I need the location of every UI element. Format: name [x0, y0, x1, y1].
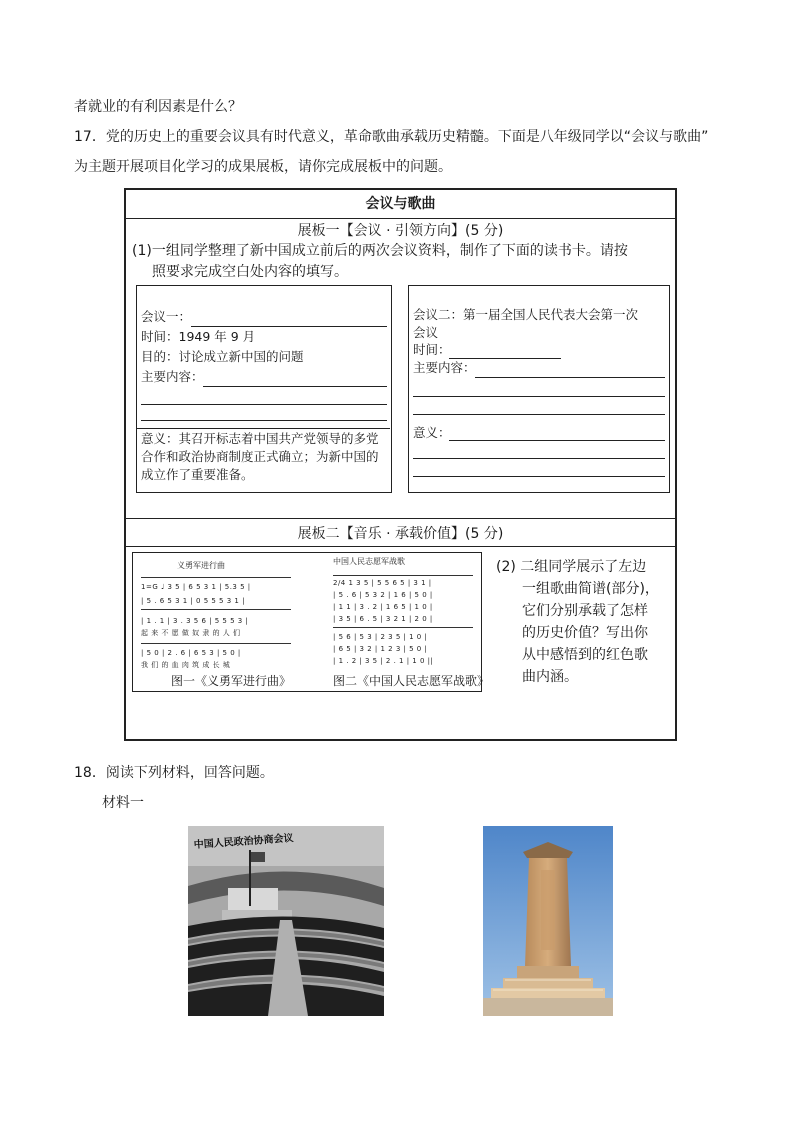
- panel-divider: [126, 518, 675, 519]
- card1-purpose: 目的：讨论成立新中国的问题: [141, 349, 304, 364]
- card1-meeting-blank[interactable]: [191, 326, 387, 327]
- panel1-task-line1: (1)一组同学整理了新中国成立前后的两次会议资料，制作了下面的读书卡。请按: [132, 243, 628, 259]
- card1-time: 时间：1949 年 9 月: [141, 329, 256, 344]
- score2-staff-1: [333, 575, 473, 576]
- cppcc-meeting-photo: [188, 826, 384, 1016]
- score1-title: 义勇军进行曲: [177, 561, 225, 570]
- card1-content-blank-1[interactable]: [203, 386, 387, 387]
- card2-content-blank-2[interactable]: [413, 396, 665, 397]
- card1-significance-3: 成立作了重要准备。: [141, 467, 254, 482]
- score1-staff-1: [141, 577, 291, 578]
- card2-significance-blank-2[interactable]: [413, 458, 665, 459]
- card2-meeting-1: 会议二：第一届全国人民代表大会第一次: [413, 307, 639, 322]
- score2-title: 中国人民志愿军战歌: [333, 557, 405, 566]
- score1-notes-3: | 1 . 1 | 3 . 3 5 6 | 5 5 5 3 |: [141, 617, 249, 625]
- panel2-question-1: (2) 二组同学展示了左边: [496, 559, 647, 575]
- score1-notes-1: 1=G ♩ 3 5 | 6 5 3 1 | 5.3 5 |: [141, 583, 251, 591]
- heroes-monument-photo: [483, 826, 613, 1016]
- score1-staff-2: [141, 609, 291, 610]
- card2-content-blank-1[interactable]: [475, 377, 665, 378]
- score1-notes-5: | 5 0 | 2 . 6 | 6 5 3 | 5 0 |: [141, 649, 241, 657]
- card2-significance: 意义：: [413, 425, 451, 440]
- card1-content: 主要内容：: [141, 369, 204, 384]
- score2-notes-5: | 5 6 | 5 3 | 2 3 5 | 1 0 |: [333, 633, 428, 641]
- q18-line: 18．阅读下列材料，回答问题。: [74, 765, 274, 781]
- score2-notes-4: | 3 5 | 6 . 5 | 3 2 1 | 2 0 |: [333, 615, 433, 623]
- card2-time: 时间：: [413, 342, 451, 357]
- card1-content-blank-2[interactable]: [141, 404, 387, 405]
- q17-line1: 17．党的历史上的重要会议具有时代意义，革命歌曲承载历史精髓。下面是八年级同学以“会议与歌曲”: [74, 129, 709, 145]
- score1-caption: 图一《义勇军进行曲》: [171, 674, 292, 688]
- score1-notes-4: 起 来 不 愿 做 奴 隶 的 人 们: [141, 629, 241, 637]
- panel2-question-3: 它们分别承载了怎样: [522, 603, 648, 619]
- board-title: 会议与歌曲: [126, 190, 675, 219]
- score2-caption: 图二《中国人民志愿军战歌》: [333, 674, 490, 688]
- panel2-title: 展板二【音乐 · 承载价值】(5 分): [297, 526, 504, 542]
- score2-notes-3: | 1 1 | 3 . 2 | 1 6 5 | 1 0 |: [333, 603, 433, 611]
- score2-notes-2: | 5 . 6 | 5 3 2 | 1 6 | 5 0 |: [333, 591, 433, 599]
- reading-card-1: [136, 285, 392, 493]
- score1-notes-6: 我 们 的 血 肉 筑 成 长 城: [141, 661, 231, 669]
- reading-card-2: [408, 285, 670, 493]
- card2-significance-blank-1[interactable]: [449, 440, 665, 441]
- card2-content: 主要内容：: [413, 360, 476, 375]
- card1-content-blank-3[interactable]: [141, 420, 387, 421]
- score2-notes-1: 2/4 1 3 5 | 5 5 6 5 | 3 1 |: [333, 579, 432, 587]
- score2-staff-2: [333, 627, 473, 628]
- score2-notes-6: | 6 5 | 3 2 | 1 2 3 | 5 0 |: [333, 645, 428, 653]
- panel2-question-6: 曲内涵。: [522, 669, 578, 685]
- q17-line2: 为主题开展项目化学习的成果展板，请你完成展板中的问题。: [74, 159, 452, 175]
- music-scores-image: [132, 552, 490, 692]
- card1-meeting: 会议一：: [141, 309, 192, 324]
- card2-content-blank-3[interactable]: [413, 414, 665, 415]
- panel2-question-2: 一组歌曲简谱(部分)，: [522, 581, 659, 597]
- card1-significance-2: 合作和政治协商制度正式确立；为新中国的: [141, 449, 379, 464]
- panel2-title-divider: [126, 546, 675, 547]
- panel2-question-5: 从中感悟到的红色歌: [522, 647, 648, 663]
- panel1-task-line2: 照要求完成空白处内容的填写。: [152, 264, 348, 280]
- photo1-banner-text: 中国人民政治协商会议: [193, 833, 294, 851]
- score2-notes-7: | 1 . 2 | 3 5 | 2 . 1 | 1 0 ||: [333, 657, 434, 665]
- intro-line: 者就业的有利因素是什么？: [74, 99, 242, 115]
- score1-staff-3: [141, 643, 291, 644]
- card1-significance-1: 意义：其召开标志着中国共产党领导的多党: [141, 431, 379, 446]
- score1-notes-2: | 5 . 6 5 3 1 | 0 5 5 5 3 1 |: [141, 597, 245, 605]
- card2-significance-blank-3[interactable]: [413, 476, 665, 477]
- q18-material: 材料一: [102, 795, 144, 811]
- project-board: [124, 188, 677, 741]
- card1-divider: [137, 428, 390, 429]
- panel1-title: 展板一【会议 · 引领方向】(5 分): [297, 223, 504, 239]
- card2-meeting-2: 会议: [413, 325, 439, 340]
- panel2-question-4: 的历史价值？写出你: [522, 625, 648, 641]
